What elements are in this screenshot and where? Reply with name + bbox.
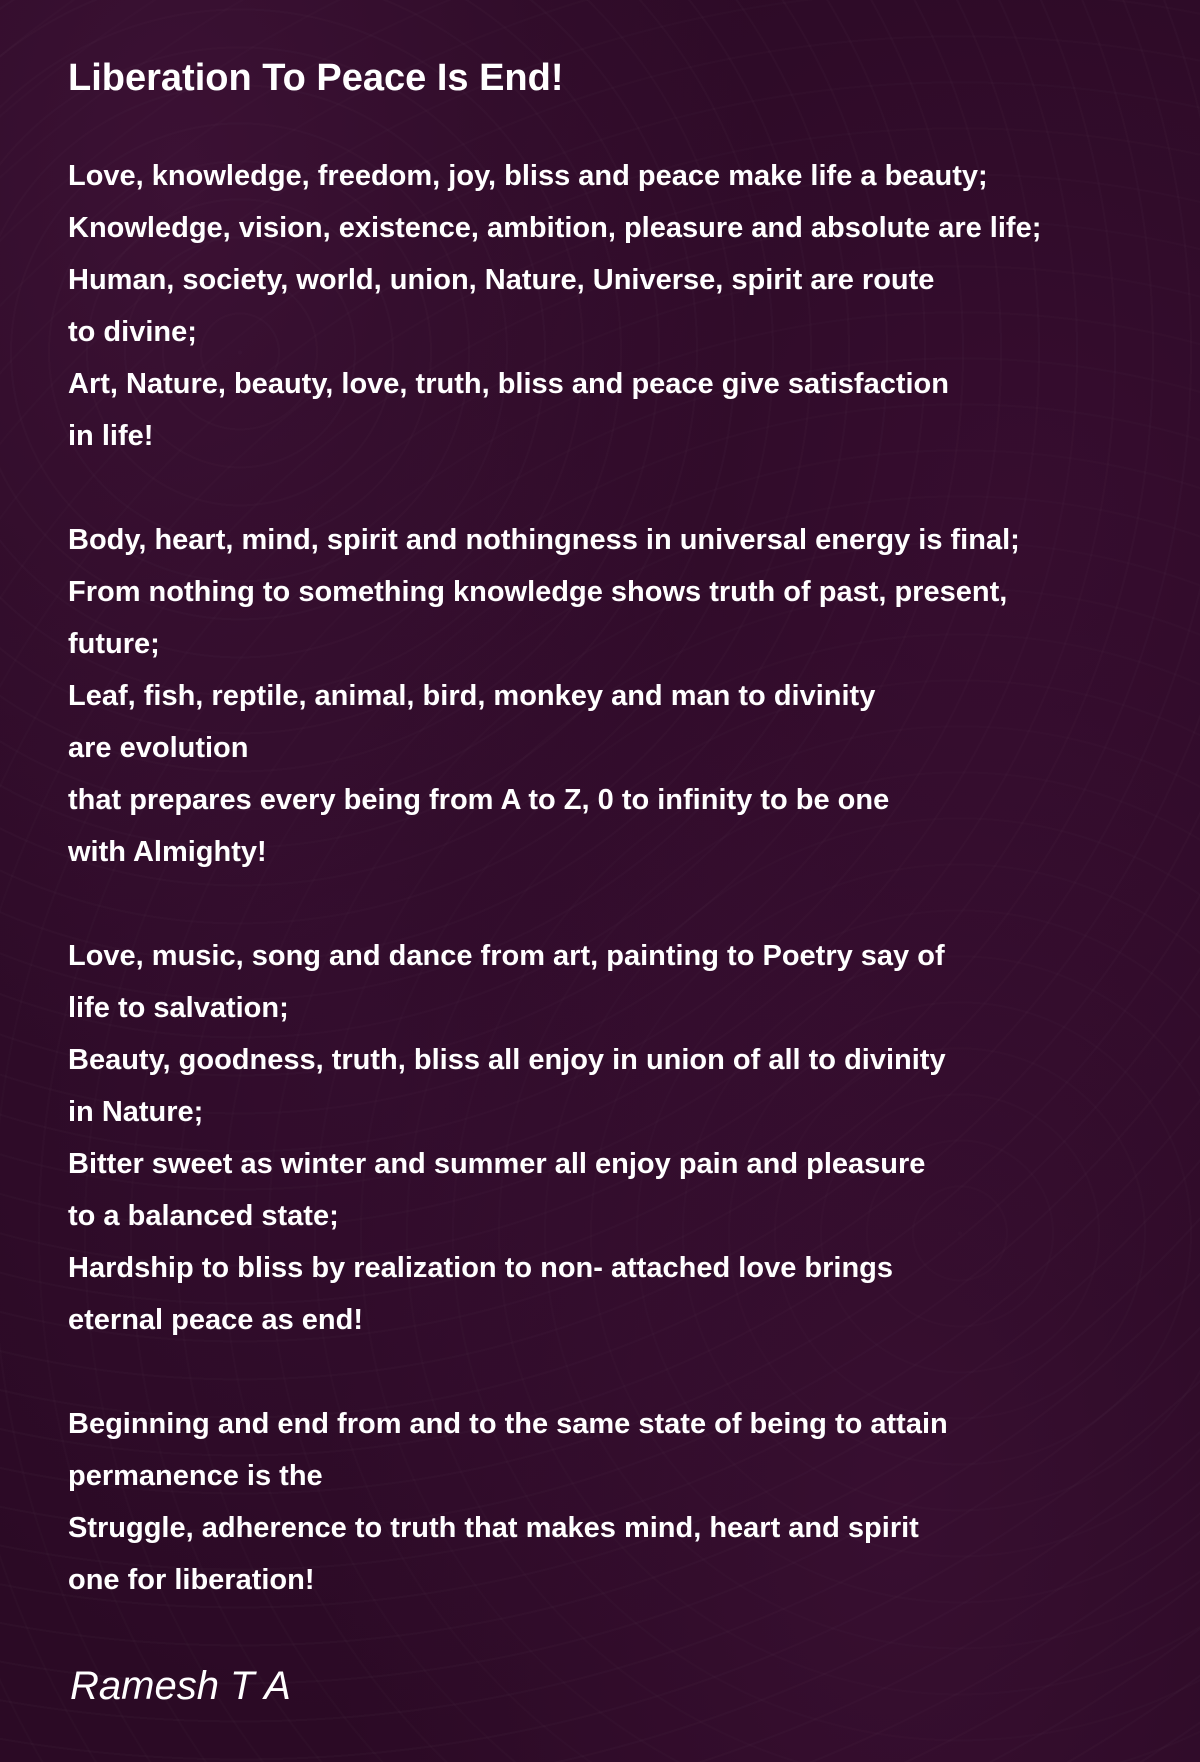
poem-line: with Almighty! — [68, 836, 267, 868]
poem-line: eternal peace as end! — [68, 1304, 363, 1336]
poem-line: to divine; — [68, 316, 197, 348]
poem-line: to a balanced state; — [68, 1200, 339, 1232]
stanza-2 — [68, 514, 1188, 878]
poem-line: Knowledge, vision, existence, ambition, pleasure and absolute are life; — [68, 212, 1042, 244]
poem-line: one for liberation! — [68, 1564, 315, 1596]
poem-line: Bitter sweet as winter and summer all enjoy pain and pleasure — [68, 1148, 926, 1180]
poem-line: in Nature; — [68, 1096, 204, 1128]
poem-line: Struggle, adherence to truth that makes mind, heart and spirit — [68, 1512, 919, 1544]
poem-line: Art, Nature, beauty, love, truth, bliss and peace give satisfaction — [68, 368, 949, 400]
poem-line: Beauty, goodness, truth, bliss all enjoy in union of all to divinity — [68, 1044, 946, 1076]
poem-author: Ramesh T A — [70, 1664, 291, 1708]
poem-line: From nothing to something knowledge shows truth of past, present, — [68, 576, 1008, 608]
poem-line: Human, society, world, union, Nature, Universe, spirit are route — [68, 264, 935, 296]
poem-line: permanence is the — [68, 1460, 323, 1492]
poem-line: Leaf, fish, reptile, animal, bird, monkey and man to divinity — [68, 680, 876, 712]
poem-line: future; — [68, 628, 160, 660]
poem-body — [68, 150, 1188, 1658]
poem-line: life to salvation; — [68, 992, 289, 1024]
stanza-4 — [68, 1398, 1188, 1606]
poem-line: that prepares every being from A to Z, 0 to infinity to be one — [68, 784, 890, 816]
poem-line: Love, knowledge, freedom, joy, bliss and peace make life a beauty; — [68, 160, 988, 192]
stanza-3 — [68, 930, 1188, 1346]
poem-line: are evolution — [68, 732, 249, 764]
stanza-1 — [68, 150, 1188, 462]
poem-title: Liberation To Peace Is End! — [68, 57, 564, 99]
poem-line: Love, music, song and dance from art, painting to Poetry say of — [68, 940, 945, 972]
poem-line: Hardship to bliss by realization to non- attached love brings — [68, 1252, 893, 1284]
poem-line: Body, heart, mind, spirit and nothingness in universal energy is final; — [68, 524, 1020, 556]
poem-line: Beginning and end from and to the same state of being to attain — [68, 1408, 948, 1440]
poem-line: in life! — [68, 420, 154, 452]
